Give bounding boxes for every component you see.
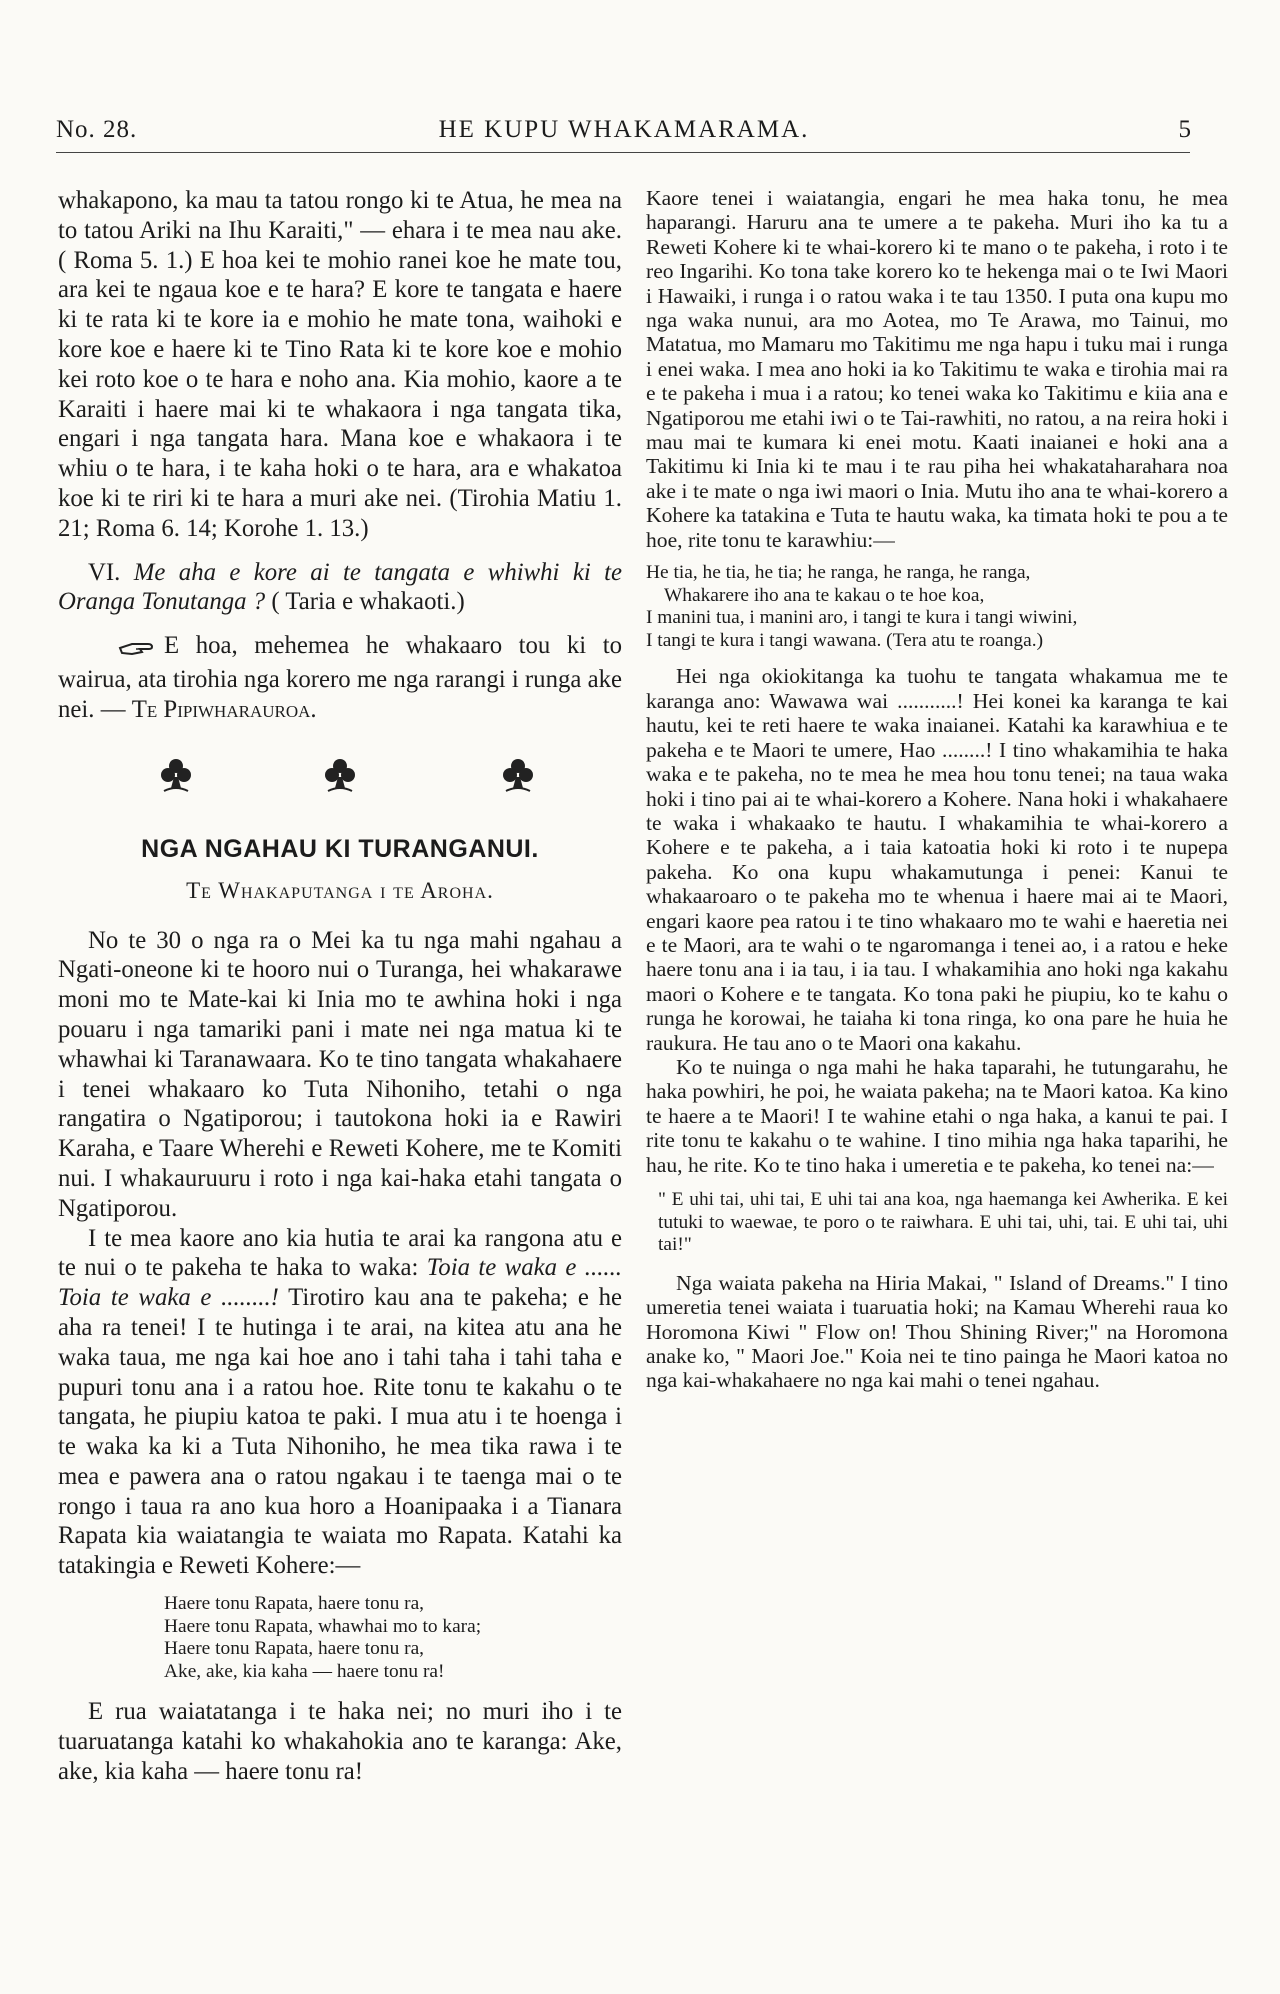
song-verse [58,1593,622,1683]
question [58,558,622,618]
question-text: Me aha e kore ai te tangata e whiwhi ki te Oranga Tonutanga ? [58,558,622,616]
issue-number: No. 28. [56,116,138,143]
paragraph: Nga waiata pakeha na Hiria Makai, " Island of Dreams." I tino umeretia tenei waiata i tuaruatia hoki; na Kamau Wherehi raua ko Horomona Kiwi " Flow on! Thou Shining River;" na Horomona anake ko, " Maori Joe." Koia nei te tino painga he Maori katoa no nga kai-whakahaere no nga kai mahi o tenei ngahau. [646,1270,1228,1393]
question-number: VI. [88,558,121,586]
club-ornament-icon [322,755,358,800]
reader-note [58,631,622,724]
club-ornament-icon [500,755,536,800]
page-number: 5 [1178,116,1192,143]
paragraph: whakapono, ka mau ta tatou rongo ki te Atua, he mea na to tatou Ariki na Ihu Karaiti," — ehara i te mea nau ake. ( Roma 5. 1.) E hoa kei te mohio ranei koe he mate tou, ara kei te ngaua koe e te hara? E kore te tangata e haere ki te rata ki te kore ia e mohio he mate tona, waihoki e kore koe e haere ki te Tino Rata ki te kore koe e mohio kei roto koe o te hara e noho ana. Kia mohio, kaore a te Karaiti i haere mai ki te whakaora i nga tangata tika, engari i nga tangata hara. Mana koe e whakaora i te whiu o te hara, i te kaha hoki o te hara, ara e whakatoa koe ki te riri ki te hara a muri ake nei. (Tirohia Matiu 1. 21; Roma 6. 14; Korohe 1. 13.) [58,187,622,542]
chant-line: Whakarere iho ana te kakau o te hoe koa, [664,584,985,606]
verse-line: Haere tonu Rapata, haere tonu ra, [164,1593,425,1615]
haka-call: Toia te waka e ...... Toia te waka e ........! [58,1254,622,1312]
chant-verse [646,562,1228,652]
note-signature: Te Pipiwharauroa. [131,695,317,723]
question-note: ( Taria e whakaoti.) [271,588,465,616]
paragraph: Kaore tenei i waiatangia, engari he mea haka tonu, he mea haparangi. Haruru ana te umere a te pakeha. Muri iho ka tu a Reweti Kohere ki te whai-korero ki te mano o te pakeha, i roto i te reo Ingarihi. Ko tona take korero ko te hekenga mai o te Iwi Maori i Hawaiki, i runga i o ratou waka i te tau 1350. I puta ona kupu mo nga waka nunui, ara mo Aotea, mo Te Arawa, mo Tainui, mo Matatua, mo Mamaru mo Takitimu me nga hapu i tuku mai i runga i enei waka. I mea ano hoki ia ko Takitimu te waka e tirohia mai ra e te pakeha i mua i a ratou; ko tenei waka ko Takitimu e kiia ana e Ngatiporou me etahi iwi o te Tai-rawhiti, no ratou, a na reira hoki i mau mai te kumara ki enei motu. Kaati inaianei e hoki ana a Takitimu ki Inia ki te mau i te rau piha hei whakataharahara noa ake i te mate o nga iwi maori o Inia. Mutu iho ana te whai-korero a Kohere ka tatakina e Tuta te hautu waka, ka timata hoki te pou a te hoe, rite tonu te karawhiu:— [646,186,1228,552]
pointing-hand-icon [88,635,154,665]
club-ornament-icon [158,755,194,800]
chant-line: He tia, he tia, he tia; he ranga, he ranga, he ranga, [646,562,1031,584]
chant-line: I tangi te kura i tangi wawana. (Tera atu te roanga.) [646,629,1044,651]
section-subtitle: Te Whakaputanga i te Aroha. [186,877,494,903]
paragraph-text: Tirotiro kau ana te pakeha; e he aha ra tenei! I te hutinga i te arai, na kitea atu ana he waka taua, me nga kai hoe ano i tahi taha i tahi taha e pupuri tonu ana i a ratou hoe. Rite tonu te kakahu o te tangata, he piupiu katoa te paki. I mua atu i te hoenga i te waka ka ki a Tuta Nihoniho, he mea tika rawa i te mea e pawera ana o ratou ngakau i te taenga mai o te rongo i taua ra ano kua horo a Hoanipaaka i a Tianara Rapata kia waiatangia te waiata mo Rapata. Katahi ka tatakingia e Reweti Kohere:— [58,1284,622,1580]
paragraph-text: I te mea kaore ano kia hutia te arai ka rangona atu e te nui o te pakeha te haka to waka: [58,1224,622,1282]
chant-line: I manini tua, i manini aro, i tangi te kura i tangi wiwini, [646,607,1078,629]
paragraph: Hei nga okiokitanga ka tuohu te tangata whakamua me te karanga ano: Wawawa wai ...........! Hei konei ka karanga te kai hautu, kei te reti haere te waka inaianei. Katahi ka karawhiua e te pakeha e te Maori te umere, Hao ........! I tino whakamihia te haka waka e te pakeha, no te mea he mea hou tonu tenei; na taua waka hoki i tino pai ai te whai-korero a Kohere. Nana hoki i whakahaere te waka i whakaako te hautu. I whakamihia te whai-korero a Kohere e te pakeha, a i taia katoatia hoki ki roto i te nupepa pakeha. Ko ona kupu whakamutunga i penei: Kanui te whakaaroaro o te pakeha mo te whenua i haere mai ai te Maori, engari kaore pea ratou i te tino whakaaro mo te wahi e haeretia nei e te Maori, ara te wahi o te ngaromanga i tenei ao, i a ratou e heke haere tonu ana i ia tau, i ia tau. I whakamihia ano hoki nga kakahu maori o Kohere e te tangata. Ko tona paki he piupiu, ko te kahu o runga he korowai, he taiaha ki tona ringa, ko ona pare he huia he raukura. He tau ano o te Maori ona kakahu. [646,664,1228,1055]
verse-line: Haere tonu Rapata, whawhai mo to kara; [164,1615,482,1637]
right-column [646,186,1228,1393]
verse-line: Ake, ake, kia kaha — haere tonu ra! [164,1660,445,1682]
ornament-row [58,755,622,813]
section-title: NGA NGAHAU KI TURANGANUI. [141,834,539,863]
paragraph [58,1224,622,1582]
running-header [56,116,1192,152]
paragraph: No te 30 o nga ra o Mei ka tu nga mahi ngahau a Ngati-oneone ki te hooro nui o Turanga, hei whakarawe moni mo te Mate-kai ki Inia mo te awhina hoki i nga pouaru i nga tamariki pani i mate nei nga matua ki te whawhai ki Taranawaara. Ko te tino tangata whakahaere i tenei whakaaro ko Tuta Nihoniho, tetahi o nga rangatira o Ngatiporou; i tautokona hoki ia e Rawiri Karaha, e Taare Wherehi e Reweti Kohere, me te Komiti nui. I whakauruuru i roto i nga kai-haka etahi tangata o Ngatiporou. [58,926,622,1222]
left-column [58,186,622,1787]
header-rule [56,152,1190,153]
verse-line: Haere tonu Rapata, haere tonu ra, [164,1638,425,1660]
note-text: E hoa, mehemea he whakaaro tou ki to wairua, ata tirohia nga korero me nga rarangi i runga ake nei. — [58,632,622,723]
paragraph: Ko te nuinga o nga mahi he haka taparahi, he tutungarahu, he haka powhiri, he poi, he waiata pakeha; na te Maori katoa. Ka kino te haere a te Maori! I te wahine etahi o nga haka, a kanui te pai. I rite tonu te kakahu o te wahine. I tino mihia nga haka taparihi, he hau, he rite. Ko te tino haka i umeretia e te pakeha, ko tenei na:— [646,1054,1228,1177]
haka-quote: " E uhi tai, uhi tai, E uhi tai ana koa, nga haemanga kei Awherika. E kei tutuki to waewae, te poro o te raiwhara. E uhi tai, uhi, tai. E uhi tai, uhi tai!" [658,1189,1228,1256]
paragraph: E rua waiatatanga i te haka nei; no muri iho i te tuaruatanga katahi ko whakahokia ano te karanga: Ake, ake, kia kaha — haere tonu ra! [58,1698,622,1786]
publication-title: HE KUPU WHAKAMARAMA. [438,116,810,143]
